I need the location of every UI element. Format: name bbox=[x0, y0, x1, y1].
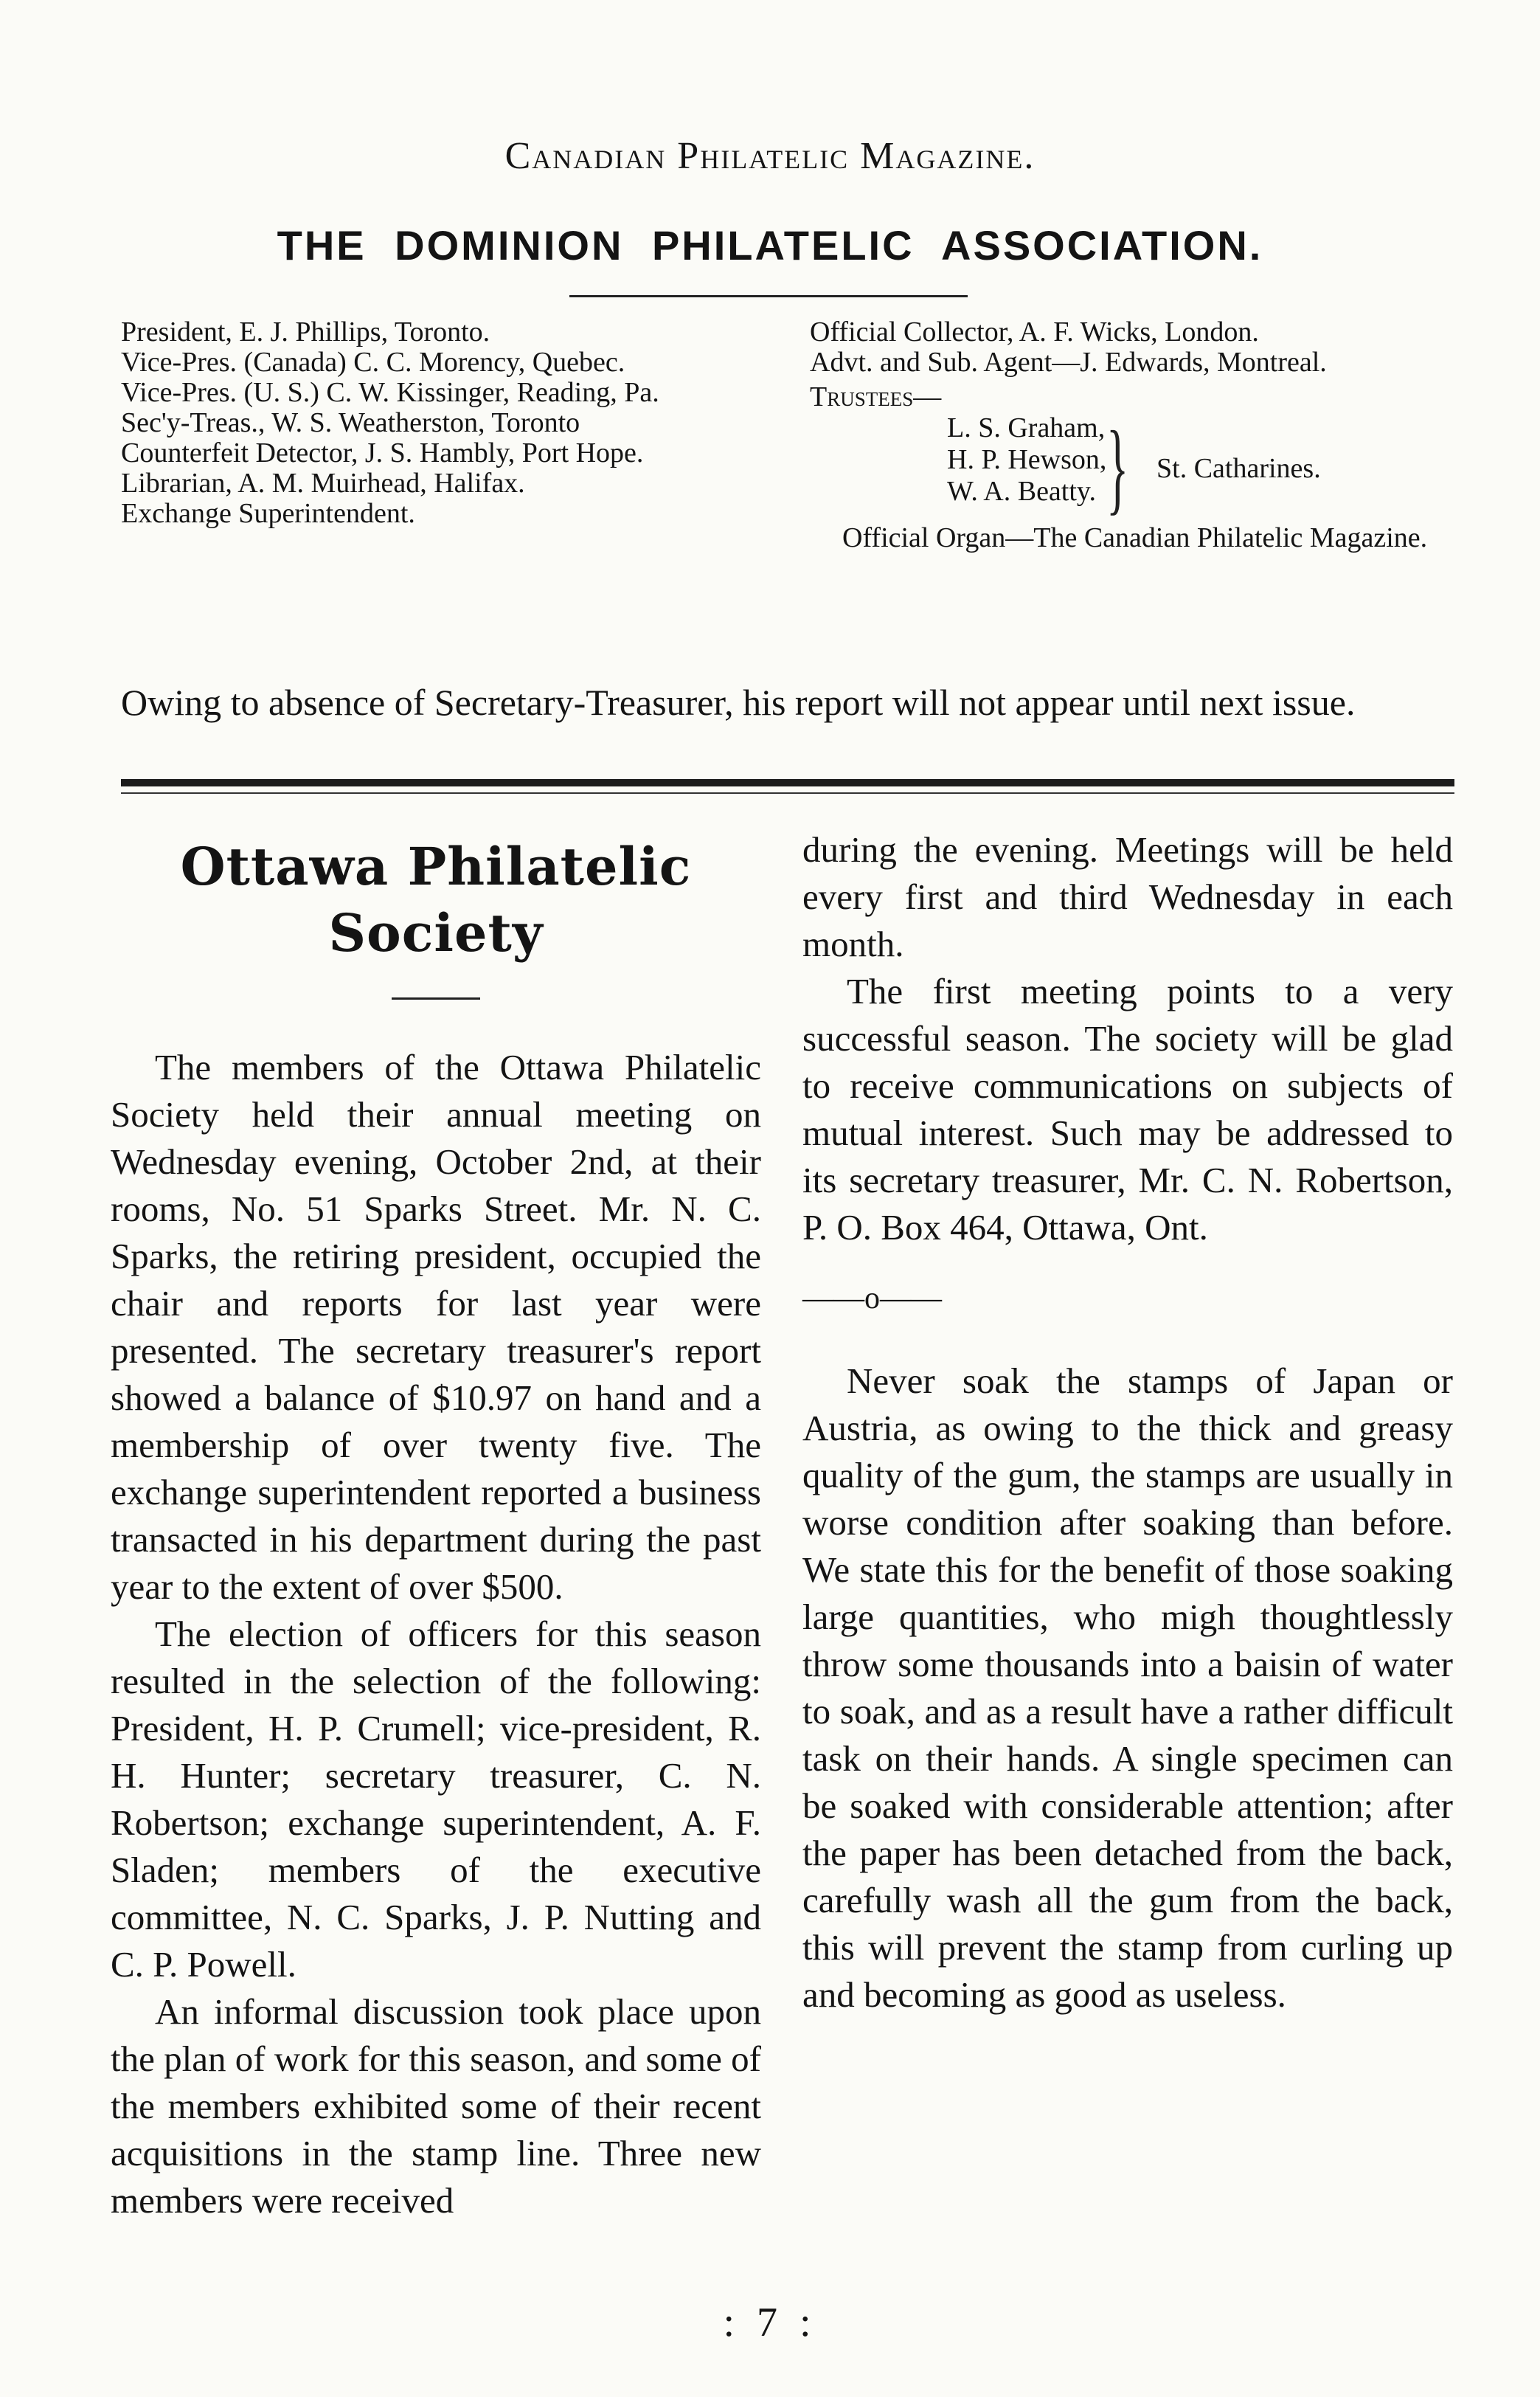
secretary-notice: Owing to absence of Secretary-Treasurer, his report will not appear until next issue. bbox=[121, 682, 1356, 723]
trustees-city: St. Catharines. bbox=[1156, 453, 1321, 484]
advt-sub-agent: Advt. and Sub. Agent—J. Edwards, Montreal. bbox=[810, 347, 1327, 378]
officer-vice-president-canada: Vice-Pres. (Canada) C. C. Morency, Quebec. bbox=[121, 347, 625, 378]
trustees-block bbox=[810, 412, 1459, 523]
officer-secretary-treasurer: Sec'y-Treas., W. S. Weatherston, Toronto bbox=[121, 407, 580, 438]
trustees-label: Trustees— bbox=[810, 381, 942, 412]
article-paragraph-continued: during the evening. Meetings will be held every first and third Wednesday in each month. bbox=[802, 829, 1453, 964]
right-column bbox=[802, 826, 1453, 2019]
brace-glyph: } bbox=[1106, 410, 1129, 525]
official-organ: Official Organ—The Canadian Philatelic Magazine. bbox=[842, 522, 1428, 553]
article-headline: Ottawa Philatelic Society bbox=[180, 836, 692, 964]
trustees-names bbox=[947, 412, 1106, 508]
article-paragraph: The election of officers for this season resulted in the selection of the following: President, H. P. Crumell; vice-president, R. H. Hunter; secretary treasurer, C. N. Robertson; exchange superintendent, A. F. Sladen; members of the executive committee, N. C. Sparks, J. P. Nutting and C. P. Powell. bbox=[111, 1613, 761, 1985]
left-column bbox=[111, 826, 761, 2224]
headline-dash bbox=[392, 997, 480, 1000]
page-number: : 7 : bbox=[723, 2300, 817, 2345]
stamp-soaking-note: Never soak the stamps of Japan or Austria, as owing to the thick and greasy quality of the gum, the stamps are usually in worse condition after soaking than before. We state this for the benefit of those soaking large quantities, who migh thoughtlessly throw some thousands into a baisin of water to soak, and as a result have a rather difficult task on their hands. A single specimen can be soaked with considerable attention; after the paper has been detached from the back, carefully wash all the gum from the back, this will prevent the stamp from curling up and becoming as good as useless. bbox=[802, 1360, 1453, 2015]
trustee-name: H. P. Hewson, bbox=[947, 444, 1107, 475]
officer-librarian: Librarian, A. M. Muirhead, Halifax. bbox=[121, 468, 525, 499]
trustee-name: L. S. Graham, bbox=[947, 412, 1106, 443]
running-title: Canadian Philatelic Magazine. bbox=[504, 135, 1036, 177]
title-rule bbox=[569, 295, 968, 297]
officer-exchange-superintendent: Exchange Superintendent. bbox=[121, 498, 415, 529]
article-paragraph: The first meeting points to a very successful season. The society will be glad to receive communications on subjects of mutual interest. Such may be addressed to its secretary treasurer, Mr. C. N. Robertson, P. O. Box 464, Ottawa, Ont. bbox=[802, 971, 1453, 1248]
association-title: THE DOMINION PHILATELIC ASSOCIATION. bbox=[277, 222, 1263, 269]
ornament-divider: ——o—— bbox=[802, 1281, 942, 1315]
section-rule-thin bbox=[121, 792, 1454, 794]
trustee-name: W. A. Beatty. bbox=[947, 476, 1096, 507]
section-rule-thick bbox=[121, 779, 1454, 786]
officer-vice-president-us: Vice-Pres. (U. S.) C. W. Kissinger, Reading, Pa. bbox=[121, 377, 659, 408]
officers-list-left bbox=[121, 317, 777, 529]
official-collector: Official Collector, A. F. Wicks, London. bbox=[810, 317, 1259, 347]
officers-list-right bbox=[810, 317, 1459, 553]
officer-counterfeit-detector: Counterfeit Detector, J. S. Hambly, Port Hope. bbox=[121, 437, 644, 468]
article-paragraph: An informal discussion took place upon the plan of work for this season, and some of the members exhibited some of their recent acquisitions in the stamp line. Three new members were received bbox=[111, 1991, 761, 2221]
article-paragraph: The members of the Ottawa Philatelic Society held their annual meeting on Wednesday evening, October 2nd, at their rooms, No. 51 Sparks Street. Mr. N. C. Sparks, the retiring president, occupied the chair and reports for last year were presented. The secretary treasurer's report showed a balance of $10.97 on hand and a membership of over twenty five. The exchange superintendent reported a business transacted in his department during the past year to the extent of over $500. bbox=[111, 1047, 761, 1607]
officer-president: President, E. J. Phillips, Toronto. bbox=[121, 317, 490, 347]
